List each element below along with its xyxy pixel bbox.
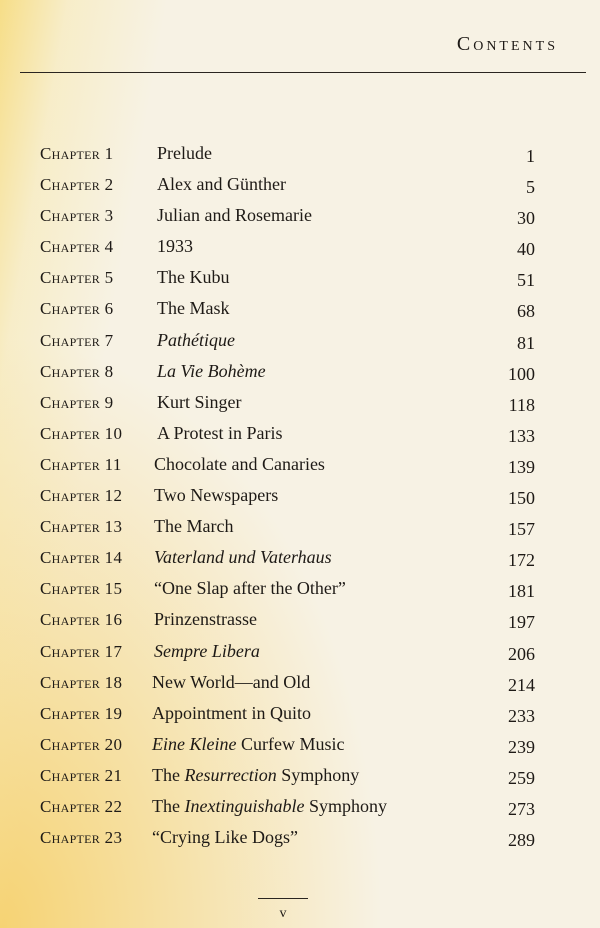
page-number: 172 (508, 550, 535, 571)
chapter-label: Chapter 23 (40, 828, 123, 848)
page-number: 40 (517, 239, 535, 260)
page-number: 273 (508, 798, 535, 819)
toc-entry-13 (0, 513, 600, 544)
toc-entry-14 (0, 544, 600, 575)
chapter-title-italic: Inextinguishable (184, 795, 305, 816)
chapter-title: The March (154, 516, 234, 537)
chapter-title: Chocolate and Canaries (154, 453, 325, 474)
toc-entry-2 (0, 171, 600, 202)
page-number: 81 (517, 332, 535, 353)
chapter-title (157, 330, 235, 351)
chapter-label: Chapter 1 (40, 144, 114, 163)
page-number: 233 (508, 705, 535, 726)
toc-entry-16 (0, 606, 600, 637)
page-number: 150 (508, 488, 535, 509)
page-number: 157 (508, 519, 535, 540)
toc-entry-22 (0, 793, 600, 824)
chapter-label: Chapter 17 (40, 641, 123, 661)
toc-entry-1 (0, 140, 600, 171)
chapter-title-italic: Sempre Libera (154, 640, 260, 661)
page-number: 139 (508, 456, 535, 477)
page-number: 259 (508, 767, 535, 788)
chapter-title: Two Newspapers (154, 485, 279, 506)
toc-entry-6 (0, 295, 600, 326)
toc-entry-7 (0, 327, 600, 358)
chapter-label: Chapter 5 (40, 268, 114, 288)
chapter-title: The Mask (157, 298, 230, 319)
page-number: 118 (508, 394, 535, 415)
page-number: 239 (508, 736, 535, 757)
chapter-title-rest: Symphony (304, 795, 387, 816)
page-number: 181 (508, 581, 535, 602)
page-number: 289 (508, 830, 535, 851)
chapter-label: Chapter 9 (40, 392, 114, 412)
chapter-title-rest: Curfew Music (236, 733, 345, 754)
toc-entry-23 (0, 824, 600, 855)
page-number: 30 (517, 208, 535, 229)
chapter-title-pre: The (152, 764, 185, 785)
toc-entry-21 (0, 762, 600, 793)
toc-entry-5 (0, 264, 600, 295)
chapter-label: Chapter 7 (40, 330, 114, 350)
chapter-label: Chapter 3 (40, 206, 114, 226)
chapter-title (154, 641, 260, 662)
chapter-label: Chapter 11 (40, 454, 122, 474)
chapter-title: A Protest in Paris (157, 422, 283, 443)
chapter-title: “One Slap after the Other” (154, 578, 346, 599)
chapter-label: Chapter 20 (40, 734, 123, 754)
chapter-title-italic: Resurrection (184, 764, 277, 785)
chapter-label: Chapter 8 (40, 361, 114, 381)
page-number: 1 (526, 146, 535, 166)
toc-entry-9 (0, 389, 600, 420)
chapter-label: Chapter 15 (40, 579, 123, 599)
chapter-title-italic: Eine Kleine (152, 733, 237, 754)
toc-entry-12 (0, 482, 600, 513)
chapter-title-rest: Symphony (276, 764, 360, 785)
chapter-title: Kurt Singer (157, 391, 242, 412)
chapter-title (152, 734, 344, 755)
page-number: 5 (526, 177, 535, 198)
page-title: Contents (456, 33, 558, 55)
toc-entry-10 (0, 420, 600, 451)
chapter-title-italic: Vaterland und Vaterhaus (154, 547, 332, 568)
chapter-label: Chapter 6 (40, 299, 114, 319)
chapter-title-italic: Pathétique (157, 329, 235, 350)
chapter-label: Chapter 13 (40, 517, 123, 537)
toc-entry-3 (0, 202, 600, 233)
chapter-label: Chapter 2 (40, 175, 114, 195)
chapter-title: “Crying Like Dogs” (152, 827, 298, 848)
toc-entry-19 (0, 700, 600, 731)
chapter-title-italic: La Vie Bohème (157, 360, 266, 381)
page-number: 214 (508, 674, 535, 695)
toc-entry-8 (0, 358, 600, 389)
heading-rule (20, 72, 586, 73)
chapter-title: The Kubu (157, 267, 230, 288)
chapter-title: 1933 (157, 236, 193, 257)
footer-rule (258, 898, 308, 899)
chapter-title: Prelude (157, 143, 212, 163)
toc-entry-15 (0, 575, 600, 606)
toc-entry-20 (0, 731, 600, 762)
page-number: 68 (517, 301, 535, 322)
chapter-label: Chapter 10 (40, 423, 123, 443)
chapter-title (152, 765, 359, 786)
chapter-title (152, 796, 387, 817)
chapter-label: Chapter 19 (40, 703, 123, 723)
chapter-title: Appointment in Quito (152, 702, 311, 723)
chapter-title: Julian and Rosemarie (157, 205, 312, 226)
chapter-title-pre: The (152, 795, 185, 816)
chapter-label: Chapter 14 (40, 548, 123, 568)
page-number: 51 (517, 270, 535, 291)
chapter-label: Chapter 12 (40, 486, 123, 506)
toc-entry-17 (0, 638, 600, 669)
page-number: 197 (508, 612, 535, 633)
toc-entry-4 (0, 233, 600, 264)
chapter-title: New World—and Old (152, 671, 311, 692)
chapter-title: Prinzenstrasse (154, 609, 257, 630)
toc-entry-18 (0, 669, 600, 700)
toc-entry-11 (0, 451, 600, 482)
chapter-title: Alex and Günther (157, 174, 286, 195)
page-number: 133 (508, 425, 535, 446)
chapter-label: Chapter 4 (40, 237, 114, 257)
table-of-contents (0, 140, 600, 855)
chapter-label: Chapter 22 (40, 796, 123, 816)
chapter-title (154, 547, 332, 568)
chapter-label: Chapter 21 (40, 765, 123, 785)
page-number: 206 (508, 643, 535, 664)
chapter-label: Chapter 18 (40, 672, 123, 692)
page-number: 100 (508, 363, 535, 384)
chapter-label: Chapter 16 (40, 610, 123, 630)
chapter-title (157, 361, 266, 382)
page-folio: v (279, 906, 287, 921)
